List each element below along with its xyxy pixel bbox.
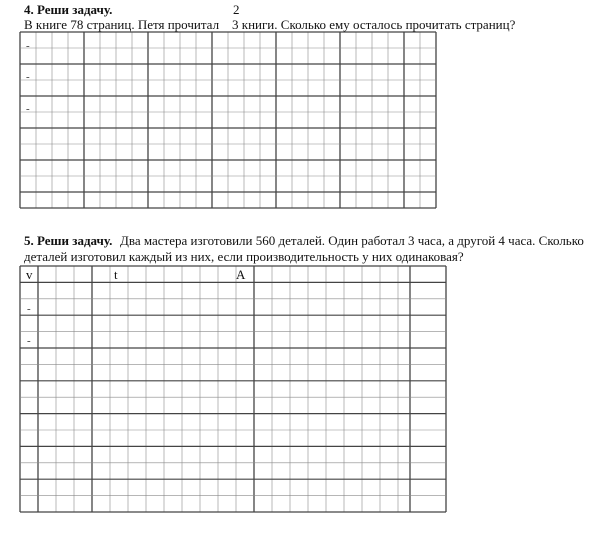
task5-text-line1: Два мастера изготовили 560 деталей. Один работал 3 часа, а другой 4 часа. Сколько	[120, 233, 584, 248]
task4-text-part1: В книге 78 страниц. Петя прочитал	[24, 17, 220, 32]
task4-row-mark: -	[26, 103, 30, 115]
task4-row-mark: -	[26, 71, 30, 83]
task5-row-mark: -	[27, 335, 31, 347]
task5-text-line2: деталей изготовил каждый из них, если производительность у них одинаковая?	[24, 249, 464, 264]
task4-row-mark: -	[26, 40, 30, 52]
task4-fraction-numerator: 2	[233, 2, 240, 17]
task5-column-v: v	[26, 267, 33, 282]
task4-heading: 4. Реши задачу.	[24, 2, 113, 17]
task5-row-mark: -	[27, 303, 31, 315]
task5-column-t: t	[114, 267, 118, 282]
task5-heading: 5. Реши задачу.	[24, 233, 113, 248]
task5-column-A: A	[236, 267, 246, 282]
task4-text-part2: 3 книги. Сколько ему осталось прочитать страниц?	[232, 17, 516, 32]
